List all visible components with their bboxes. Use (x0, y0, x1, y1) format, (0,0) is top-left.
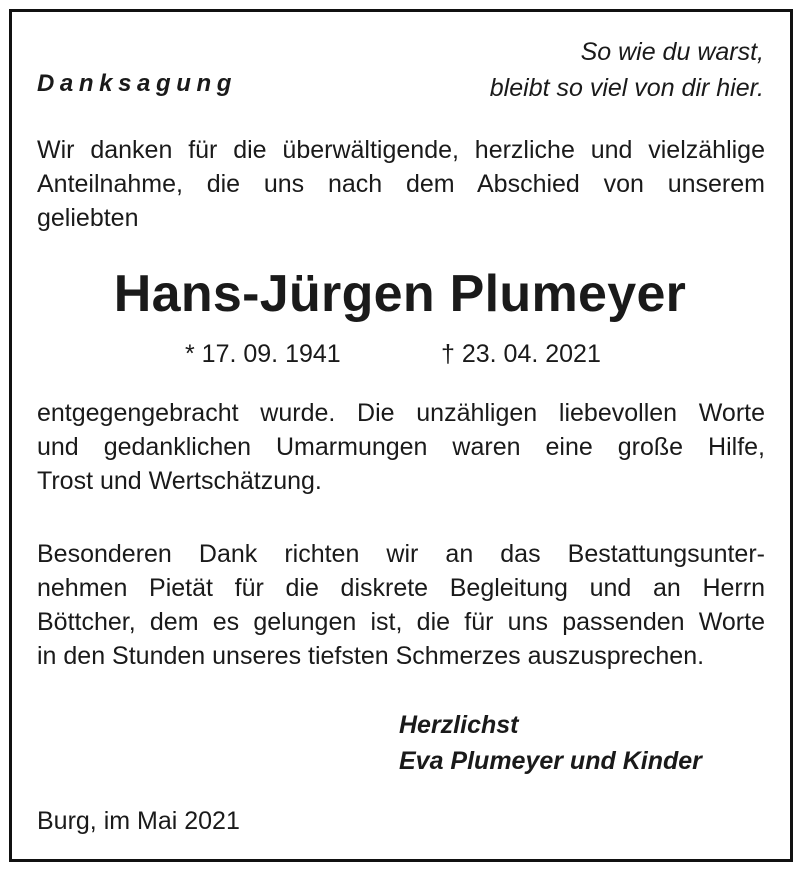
thanks-paragraph (37, 537, 765, 673)
thanks-line: Besonderen Dank richten wir an das Bestattungsunter- (37, 540, 765, 568)
body-line: Trost und Wertschätzung. (37, 467, 322, 495)
closing-greeting: Herzlichst (399, 711, 519, 739)
body-paragraph (37, 396, 765, 498)
thanks-line: in den Stunden unseres tiefsten Schmerzes auszusprechen. (37, 642, 705, 670)
body-line: entgegengebracht wurde. Die unzähligen liebevollen Worte (37, 399, 765, 427)
closing-signature (399, 707, 702, 779)
place-date: Burg, im Mai 2021 (37, 807, 240, 835)
deceased-name: Hans-Jürgen Plumeyer (113, 265, 687, 323)
motto-line-2: bleibt so viel von dir hier. (489, 74, 764, 102)
heading-danksagung: Danksagung (37, 70, 238, 97)
birth-date: * 17. 09. 1941 (185, 340, 341, 368)
death-date: † 23. 04. 2021 (441, 340, 601, 368)
intro-line: geliebten (37, 204, 139, 232)
intro-paragraph (37, 133, 765, 235)
intro-line: Anteilnahme, die uns nach dem Abschied von unserem (37, 170, 765, 198)
motto-quote (404, 34, 764, 106)
thanks-line: nehmen Pietät für die diskrete Begleitung und an Herrn (37, 574, 765, 602)
body-line: und gedanklichen Umarmungen waren eine große Hilfe, (37, 433, 765, 461)
motto-line-1: So wie du warst, (580, 38, 764, 66)
intro-line: Wir danken für die überwältigende, herzliche und vielzählige (37, 136, 765, 164)
signature-names: Eva Plumeyer und Kinder (399, 747, 702, 775)
thanks-line: Böttcher, dem es gelungen ist, die für uns passenden Worte (37, 608, 765, 636)
